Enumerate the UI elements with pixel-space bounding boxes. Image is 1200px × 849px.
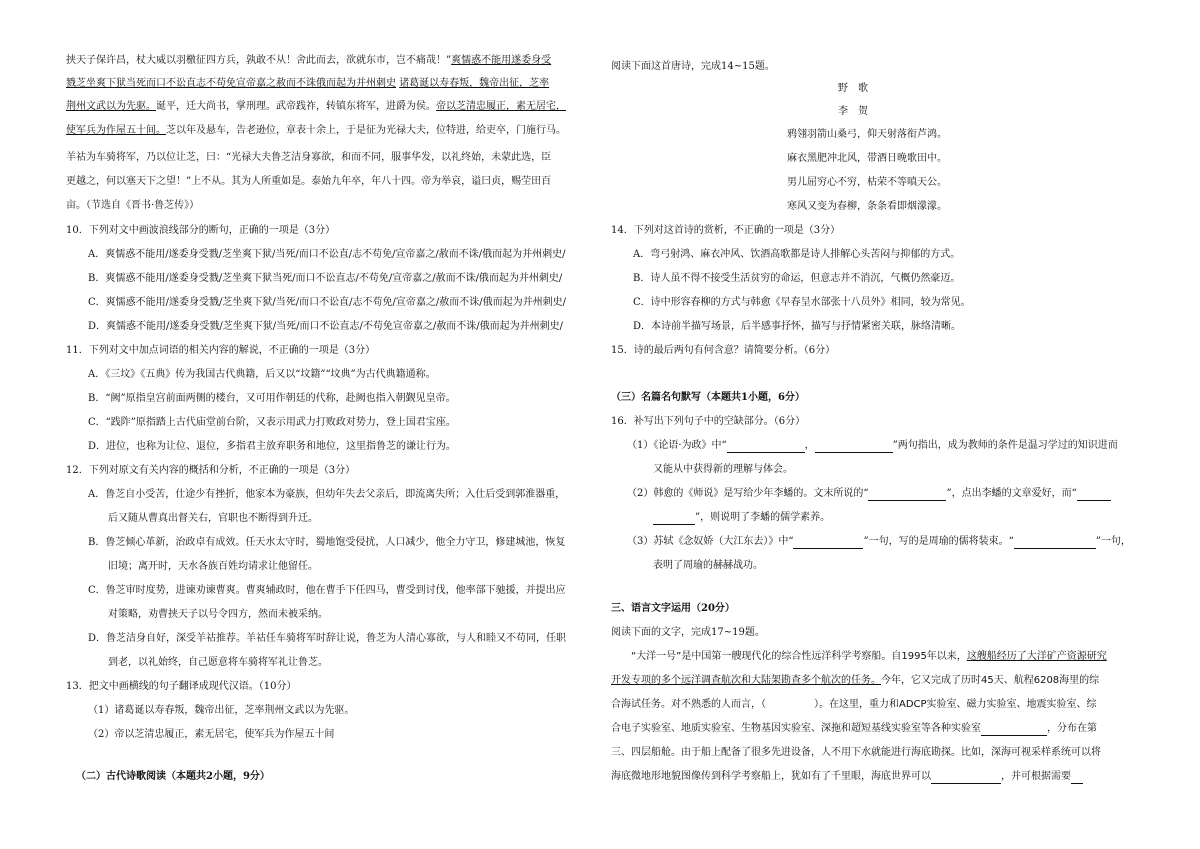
q16-item-1-cont: 又能从中获得新的理解与体会。 [653, 464, 793, 475]
q16-stem: 16．补写出下列句子中的空缺部分。（6分） [611, 416, 806, 427]
passage-line-1: 挟天子保许昌，杖大威以羽檄征四方兵，孰敢不从！舍此而去，欲就东市，岂不痛哉！”爽懦惑不能用遂委身受 [66, 55, 552, 66]
answer-blank[interactable] [1071, 773, 1083, 784]
q16-item-3-cont: 表明了周瑜的赫赫战功。 [653, 560, 763, 571]
q12-option-d: D．鲁芝洁身自好，深受羊祜推荐。羊祜任车骑将军时辞让说，鲁芝为人清心寡欲，与人和睦又不苟同，任职 [88, 633, 567, 644]
q12-option-b: B．鲁芝倾心革新，治政卓有成效。任天水太守时，蜀地饱受侵扰，人口减少，他全力守卫，修建城池，恢复 [88, 537, 566, 548]
answer-blank[interactable] [793, 538, 863, 549]
poem-line-1: 鸦翎羽箭山桑弓，仰天射落衔芦鸿。 [787, 129, 947, 140]
q12-option-d-cont: 到老，以礼始终，自己愿意将车骑将军礼让鲁芝。 [108, 657, 328, 668]
q12-option-b-cont: 旧境；离开时，天水各族百姓均请求让他留任。 [108, 561, 318, 572]
passage2-line-6: 海底微地形地貌图像传到科学考察船上，犹如有了千里眼，海底世界可以 ，并可根据需要 [611, 770, 1083, 784]
passage-line-5: 羊祜为车骑将军，乃以位让芝，曰：“光禄大夫鲁芝洁身寡欲，和而不同，服事华发，以礼终始，未蒙此选，臣 [66, 152, 552, 163]
q10-stem: 10．下列对文中画波浪线部分的断句，正确的一项是（3分） [66, 225, 336, 236]
q14-option-b: B．诗人虽不得不接受生活贫穷的命运，但意志并不消沉，气概仍然豪迈。 [633, 273, 961, 284]
q11-option-c: C．“践阼”原指踏上古代庙堂前台阶，又表示用武力打败政对势力，登上国君宝座。 [88, 417, 456, 428]
answer-blank[interactable] [981, 725, 1047, 736]
q11-option-b: B．“阙”原指皇宫前面两侧的楼台，又可用作朝廷的代称，赴阙也指入朝觐见皇帝。 [88, 393, 456, 404]
q13-item-2: （2）帝以芝清忠履正，素无居宅，使军兵为作屋五十间 [88, 729, 335, 740]
q10-option-d: D．爽懦惑不能用/遂委身受戮/芝坐爽下狱/当死/而口不讼直志/不苟免宣帝嘉之/赦而不诛/俄而起为并州刺史/ [88, 321, 563, 332]
q14-option-a: A．弯弓射鸿、麻衣冲风、饮酒高歌都是诗人排解心头苦闷与抑郁的方式。 [633, 249, 961, 260]
answer-blank[interactable] [868, 490, 946, 501]
passage2-line-3: 合海试任务。对不熟悉的人而言，（ ）。在这里，重力和ADCP实验室、磁力实验室、地震实验室、综 [611, 699, 1097, 710]
answer-blank[interactable] [653, 514, 695, 525]
passage2-intro: 阅读下面的文字，完成17~19题。 [611, 627, 765, 638]
passage2-line-5: 三、四层船舱。由于船上配备了很多先进设备，人不用下水就能进行海底勘探。比如，深海可视采样系统可以将 [611, 747, 1101, 758]
answer-blank[interactable] [815, 442, 893, 453]
q16-item-2: （2）韩愈的《师说》是写给少年李蟠的。文末所说的“ ”，点出李蟠的文章爱好，而“ [627, 487, 1111, 501]
q13-stem: 13．把文中画横线的句子翻译成现代汉语。（10分） [66, 681, 297, 692]
q11-option-d: D．进位，也称为让位、退位，多指君主放弃职务和地位，这里指鲁芝的谦让行为。 [88, 441, 457, 452]
poem-intro: 阅读下面这首唐诗，完成14~15题。 [611, 61, 775, 72]
q11-option-a: A．《三坟》《五典》传为我国古代典籍，后又以“坟籍”“坟典”为古代典籍通称。 [88, 369, 436, 380]
q10-option-c: C．爽懦惑不能用/遂委身受戮/芝坐爽下狱/当死/而口不讼直/志不苟免/宣帝嘉之/赦而不诛/俄而起为并州刺史/ [88, 297, 566, 308]
passage-line-4: 使军兵为作屋五十间。芝以年及悬车，告老逊位，章表十余上，于是征为光禄大夫，位特进，给吏卒，门施行马。 [66, 125, 566, 136]
section-ancient-poetry-heading: （二）古代诗歌阅读（本题共2小题，9分） [76, 771, 270, 782]
q16-item-1: （1）《论语·为政》中“ ， ”两句指出，成为教师的条件是温习学过的知识进而 [627, 440, 1118, 451]
q12-stem: 12．下列对原文有关内容的概括和分析，不正确的一项是（3分） [66, 465, 356, 476]
q12-option-c: C．鲁芝审时度势，进谏劝谏曹爽。曹爽辅政时，他在曹手下任四马，曹受到讨伐，他率部下驰援，并提出应 [88, 585, 566, 596]
q10-option-b: B．爽懦惑不能用/遂委身受戮/芝坐爽下狱当死/而口不讼直志/不苟免/宣帝嘉之/赦而不诛/俄而起为并州刺史/ [88, 273, 563, 284]
poem-line-4: 寒风又变为春柳，条条看即烟濛濛。 [787, 201, 947, 212]
passage-line-2: 戮芝坐爽下狱当死而口不讼直志不苟免宣帝嘉之赦而不诛俄而起为并州刺史 诸葛诞以寿春叛，魏帝出征，芝率 [66, 78, 550, 89]
q14-option-c: C．诗中形容春柳的方式与韩愈《早春呈水部张十八员外》相同，较为常见。 [633, 297, 971, 308]
poem-line-3: 男儿屈穷心不穷，枯荣不等嗔天公。 [787, 177, 947, 188]
passage2-line-1: “大洋一号”是中国第一艘现代化的综合性远洋科学考察船。自1995年以来，这艘船经历了大洋矿产资源研究 [631, 651, 1107, 662]
q14-stem: 14．下列对这首诗的赏析，不正确的一项是（3分） [611, 225, 841, 236]
poem-line-2: 麻衣黑肥冲北风，带酒日晚歌田中。 [787, 153, 947, 164]
poem-author: 李 贺 [838, 106, 868, 117]
passage2-line-4: 合电子实验室、地质实验室、生物基因实验室、深拖和超短基线实验室等各种实验室 ，分布在第 [611, 723, 1097, 734]
q10-option-a: A．爽懦惑不能用/遂委身受戮/芝坐爽下狱/当死/而口不讼直/志不苟免/宣帝嘉之/赦而不诛/俄而起为并州刺史/ [88, 249, 566, 260]
section-famous-lines-heading: （三）名篇名句默写（本题共1小题，6分） [611, 392, 805, 403]
answer-blank[interactable] [1014, 538, 1096, 549]
answer-blank[interactable] [727, 442, 805, 453]
poem-title: 野 歌 [838, 83, 868, 94]
q14-option-d: D．本诗前半描写场景，后半感事抒怀，描写与抒情紧密关联，脉络清晰。 [633, 321, 962, 332]
q12-option-c-cont: 对策略，劝曹挟天子以号令四方，然而未被采纳。 [108, 609, 328, 620]
q16-item-3: （3）苏轼《念奴娇（大江东去）》中“ ”一句，写的是周瑜的儒将装束。“ ”一句， [627, 536, 1131, 547]
q16-item-2-cont: ”，则说明了李蟠的儒学素养。 [653, 511, 830, 525]
answer-blank[interactable] [931, 773, 1001, 784]
q12-option-a-cont: 后又随从曹真出督关右，官职也不断得到升迁。 [108, 513, 318, 524]
passage-line-3: 荆州文武以为先驱。诞平，迁大尚书，掌刑理。武帝践祚，转镇东将军，进爵为侯。帝以芝清忠履正，素无居宅， [66, 101, 566, 112]
q15-stem: 15．诗的最后两句有何含意？请简要分析。（6分） [611, 345, 836, 356]
q13-item-1: （1）诸葛诞以寿春叛，魏帝出征，芝率荆州文武以为先驱。 [88, 705, 355, 716]
answer-blank[interactable] [1077, 490, 1111, 501]
passage2-line-2: 开发专项的多个远洋调查航次和大陆架勘查多个航次的任务。今年，它又完成了历时45天、航程6208海里的综 [611, 675, 1100, 686]
section-language-use-heading: 三、语言文字运用（20分） [611, 603, 735, 614]
passage-line-6: 更越之，何以塞天下之望！”上不从。其为人所重如是。泰始九年卒，年八十四。帝为举哀，谥曰贞，赐茔田百 [66, 176, 552, 187]
q11-stem: 11．下列对文中加点词语的相关内容的解说，不正确的一项是（3分） [66, 345, 376, 356]
passage-source: 亩。（节选自《晋书·鲁芝传》） [66, 200, 200, 211]
q12-option-a: A．鲁芝自小受苦，仕途少有挫折，他家本为豪族，但幼年失去父亲后，即流离失所；入仕后受到郭淮器重， [88, 489, 566, 500]
